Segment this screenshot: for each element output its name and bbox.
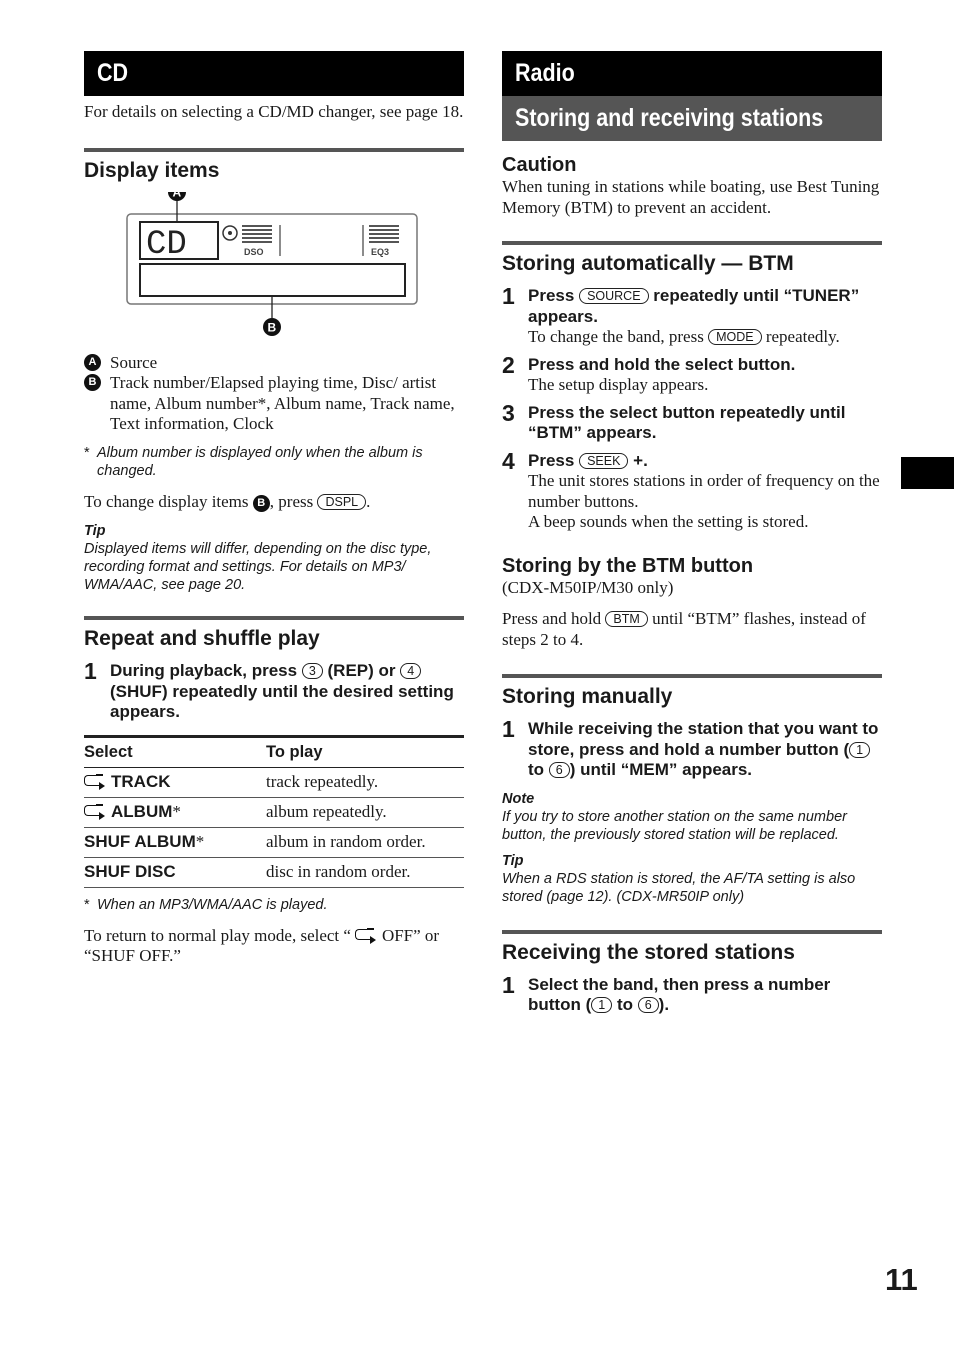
key-1: 1 — [849, 742, 870, 758]
key-6: 6 — [549, 762, 570, 778]
text-lcd — [140, 264, 405, 296]
repeat-icon — [84, 805, 103, 816]
btm-step-4: 4 Press SEEK +. The unit stores stations in order of frequency on the number buttons. A beep sounds when the setting is stored. — [502, 447, 880, 531]
chapter-thumb-tab — [901, 457, 954, 489]
legend-a-marker: A — [84, 354, 101, 371]
table-row: SHUF ALBUM* album in random order. — [84, 827, 464, 857]
change-display-text: To change display items B , press DSPL . — [84, 491, 371, 511]
marker-a-label: A — [172, 191, 182, 199]
legend-b-text: Track number/Elapsed playing time, Disc/ artist name, Album number*, Album name, Track name, Text information, Clock — [110, 373, 455, 433]
heading-storing-manually: Storing manually — [502, 674, 882, 710]
heading-storing-automatically: Storing automatically — BTM — [502, 241, 882, 277]
right-column — [502, 51, 882, 1016]
tip-text-radio: When a RDS station is stored, the AF/TA setting is also stored (page 12). (CDX-MR50IP only) — [502, 870, 856, 905]
repeat-icon — [84, 775, 103, 786]
seek-key: SEEK — [579, 453, 628, 469]
display-footnote: * Album number is displayed only when the album is changed. — [84, 444, 423, 479]
btm-button-text: Press and hold BTM until “BTM” flashes, instead of steps 2 to 4. — [502, 609, 866, 649]
heading-receiving-stored: Receiving the stored stations — [502, 930, 882, 966]
receive-step-1: 1 Select the band, then press a number button ( 1 to 6 ). — [502, 971, 831, 1014]
tip-text: Displayed items will differ, depending on the disc type, recording format and settings. For details on MP3/ WMA/AAC, see page 20. — [84, 541, 432, 593]
heading-storing-btm-button: Storing by the BTM button — [502, 554, 754, 577]
heading-display-items: Display items — [84, 148, 464, 184]
col-select: Select — [84, 736, 266, 767]
note-label: Note — [502, 790, 535, 807]
subheader-storing-receiving: Storing and receiving stations — [502, 96, 882, 141]
marker-b-label: B — [267, 320, 277, 334]
page-number: 11 — [885, 1262, 918, 1297]
manual-step-1: 1 While receiving the station that you want to store, press and hold a number button ( 1 to 6 ) until “MEM” appears. — [502, 716, 879, 779]
tip-label: Tip — [84, 523, 106, 539]
note-text: If you try to store another station on the same number button, the previously stored station will be replaced. — [502, 808, 847, 843]
cd-intro: For details on selecting a CD/MD changer, see page 18. — [84, 102, 464, 121]
col-to-play: To play — [266, 736, 464, 767]
left-column — [84, 51, 464, 967]
btm-step-3: 3 Press the select button repeatedly until “BTM” appears. — [502, 399, 846, 442]
section-header-radio: Radio — [502, 51, 882, 96]
repeat-icon — [355, 929, 374, 940]
play-mode-table — [84, 735, 464, 888]
btm-model-note: (CDX-M50IP/M30 only) — [502, 577, 674, 597]
dso-label: DSO — [244, 246, 264, 257]
legend-b — [84, 373, 464, 435]
display-diagram-svg — [84, 192, 464, 360]
repeat-step-1: 1 During playback, press 3 (REP) or 4 (SHUF) repeatedly until the desired setting appears. — [84, 658, 454, 721]
lcd-source-text: CD — [146, 225, 187, 264]
legend-b-marker: B — [84, 374, 101, 391]
btm-step-2: 2 Press and hold the select button. The setup display appears. — [502, 351, 796, 394]
table-row: ALBUM* album repeatedly. — [84, 797, 464, 827]
key-1: 1 — [591, 997, 612, 1013]
btm-key: BTM — [605, 611, 647, 627]
section-header-cd: CD — [84, 51, 464, 96]
key-6: 6 — [638, 997, 659, 1013]
heading-repeat-shuffle: Repeat and shuffle play — [84, 616, 464, 652]
source-key: SOURCE — [579, 288, 648, 304]
repeat-footnote: * When an MP3/WMA/AAC is played. — [84, 896, 328, 913]
display-diagram — [84, 192, 464, 360]
legend-a — [84, 353, 464, 374]
eq-label: EQ3 — [371, 246, 390, 257]
legend-a-text: Source — [110, 352, 158, 372]
mode-key: MODE — [708, 329, 762, 345]
table-row: SHUF DISC disc in random order. — [84, 857, 464, 887]
key-4: 4 — [400, 663, 421, 679]
caution-heading: Caution — [502, 154, 577, 176]
change-marker-b: B — [253, 495, 270, 512]
caution-text: When tuning in stations while boating, use Best Tuning Memory (BTM) to prevent an accident. — [502, 177, 880, 217]
key-3: 3 — [302, 663, 323, 679]
table-row: TRACK track repeatedly. — [84, 767, 464, 797]
btm-step-1: 1 Press SOURCE repeatedly until “TUNER” appears. To change the band, press MODE repeatedly. — [502, 283, 860, 346]
return-normal-text: To return to normal play mode, select “ OFF” or “SHUF OFF.” — [84, 925, 440, 965]
tip-label-radio: Tip — [502, 852, 524, 869]
disc-icon-center — [228, 231, 232, 235]
dspl-key: DSPL — [317, 494, 366, 510]
